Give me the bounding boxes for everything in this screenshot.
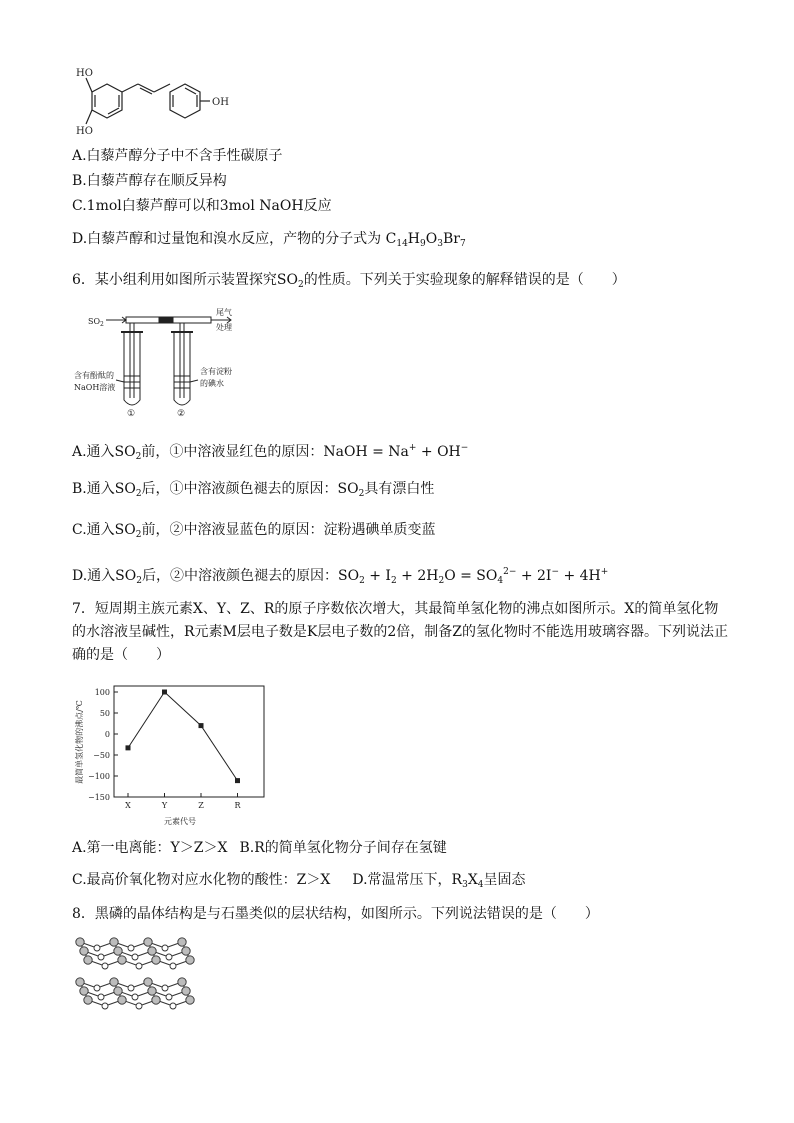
- q6-option-a: A.通入$SO_2$前，①中溶液显红色的原因：NaOH = Na+ + OH−: [72, 443, 469, 462]
- q6-option-d: D.通入$SO_2$后，②中溶液颜色褪去的原因：$SO_2 + I_2 + 2H_2O = SO_4^{2-} + 2I^- + 4H^+$: [72, 567, 609, 586]
- y-tick-label: −100: [88, 772, 110, 781]
- chart-x-axis-label: 元素代号: [164, 817, 196, 826]
- phosphorus-atom: [182, 947, 190, 955]
- phosphorus-atom: [144, 938, 152, 946]
- so2-apparatus-figure: [74, 306, 246, 419]
- phosphorus-atom: [136, 1003, 142, 1009]
- x-tick-label: Y: [161, 801, 168, 810]
- phosphorus-atom: [186, 956, 194, 964]
- phosphorus-atom: [182, 987, 190, 995]
- q7-option-b: B.R的简单氢化物分子间存在氢键: [239, 840, 447, 856]
- phosphorus-atom: [98, 994, 104, 1000]
- phosphorus-atom: [132, 994, 138, 1000]
- y-tick-label: −50: [93, 751, 110, 760]
- phosphorus-atom: [162, 985, 168, 991]
- q5-option-b: B.白藜芦醇存在顺反异构: [72, 173, 227, 189]
- x-tick-label: R: [234, 801, 241, 810]
- phosphorus-atom: [136, 963, 142, 969]
- left-solution-label-2: NaOH溶液: [74, 383, 116, 392]
- phosphorus-atom: [170, 963, 176, 969]
- q7-option-c: C.最高价氧化物对应水化物的酸性：Z＞X: [72, 872, 331, 888]
- y-tick-label: 100: [94, 688, 110, 697]
- x-tick-label: Z: [198, 801, 204, 810]
- q6-option-c: C.通入$SO_2$前，②中溶液显蓝色的原因：淀粉遇碘单质变蓝: [72, 522, 436, 540]
- q5-option-a: A.白藜芦醇分子中不含手性碳原子: [72, 148, 283, 164]
- left-solution-label-1: 含有酚酞的: [74, 371, 114, 380]
- series-line: [128, 692, 238, 781]
- phosphorus-atom: [186, 996, 194, 1004]
- phosphorus-atom: [118, 996, 126, 1004]
- q8-stem: 8．黑磷的晶体结构是与石墨类似的层状结构，如图所示。下列说法错误的是（ ）: [72, 906, 599, 922]
- phosphorus-atom: [80, 987, 88, 995]
- phosphorus-atom: [162, 945, 168, 951]
- q7-options-row-1: [72, 838, 447, 858]
- chart-frame: [114, 686, 264, 797]
- ho-label-top: HO: [76, 68, 93, 79]
- data-point: [199, 723, 204, 728]
- resveratrol-structure-figure: [72, 62, 242, 142]
- ho-label-bottom: HO: [76, 126, 93, 137]
- phosphorus-atom: [84, 956, 92, 964]
- tube-2-label: ②: [177, 409, 186, 419]
- q7-option-a: A.第一电离能：Y＞Z＞X: [72, 840, 228, 856]
- phosphorus-atom: [94, 945, 100, 951]
- phosphorus-atom: [80, 947, 88, 955]
- chart-y-axis-label: 最简单氢化物的沸点/℃: [75, 700, 84, 784]
- phosphorus-atom: [110, 978, 118, 986]
- right-solution-label-1: 含有淀粉: [200, 367, 232, 376]
- data-point: [235, 778, 240, 783]
- phosphorus-atom: [76, 938, 84, 946]
- phosphorus-atom: [114, 947, 122, 955]
- q7-options-row-2: [72, 870, 526, 895]
- x-tick-label: X: [125, 801, 131, 810]
- phosphorus-atom: [178, 938, 186, 946]
- q7-option-d: D.常温常压下，$R_3X_4$呈固态: [352, 872, 526, 890]
- phosphorus-atom: [128, 985, 134, 991]
- phosphorus-atom: [152, 996, 160, 1004]
- q6-stem: 6．某小组利用如图所示装置探究$SO_2$的性质。下列关于实验现象的解释错误的是（ ）: [72, 272, 626, 290]
- phosphorus-atom: [170, 1003, 176, 1009]
- phosphorus-atom: [110, 938, 118, 946]
- phosphorus-atom: [102, 963, 108, 969]
- right-solution-label-2: 的碘水: [200, 379, 224, 388]
- q6-option-b: B.通入$SO_2$后，①中溶液颜色褪去的原因：$SO_2$具有漂白性: [72, 481, 435, 499]
- phosphorus-atom: [166, 954, 172, 960]
- oh-label-right: OH: [212, 97, 229, 108]
- phosphorus-atom: [76, 978, 84, 986]
- phosphorus-atom: [84, 996, 92, 1004]
- phosphorus-atom: [132, 954, 138, 960]
- q5-option-d: D.白藜芦醇和过量饱和溴水反应，产物的分子式为 $C_{14}H_9O_3Br_7$: [72, 231, 466, 249]
- boiling-point-chart: [72, 682, 272, 828]
- phosphorus-atom: [148, 947, 156, 955]
- phosphorus-atom: [152, 956, 160, 964]
- data-point: [126, 745, 131, 750]
- tube-1-label: ①: [127, 409, 136, 419]
- phosphorus-atom: [102, 1003, 108, 1009]
- phosphorus-atom: [114, 987, 122, 995]
- data-point: [162, 690, 167, 695]
- phosphorus-atom: [144, 978, 152, 986]
- y-tick-label: −150: [88, 793, 110, 802]
- so2-inlet-label: $SO_2$: [88, 317, 104, 328]
- phosphorus-atom: [128, 945, 134, 951]
- phosphorus-atom: [148, 987, 156, 995]
- tail-gas-label-2: 处理: [216, 323, 232, 332]
- phosphorus-atom: [94, 985, 100, 991]
- phosphorus-atom: [98, 954, 104, 960]
- q7-stem-line-2: 的水溶液呈碱性，R元素M层电子数是K层电子数的2倍，制备Z的氢化物时不能选用玻璃容器。下列说法正: [72, 624, 728, 640]
- black-phosphorus-structure-figure: [74, 936, 196, 1022]
- phosphorus-atom: [118, 956, 126, 964]
- q7-stem-line-1: 7．短周期主族元素X、Y、Z、R的原子序数依次增大，其最简单氢化物的沸点如图所示。X的简单氢化物: [72, 601, 719, 617]
- tail-gas-label-1: 尾气: [216, 308, 232, 317]
- y-tick-label: 0: [104, 730, 110, 739]
- y-tick-label: 50: [99, 709, 110, 718]
- q7-stem-line-3: 确的是（ ）: [72, 647, 170, 663]
- q5-option-c: C.1mol白藜芦醇可以和3mol NaOH反应: [72, 198, 332, 214]
- phosphorus-atom: [166, 994, 172, 1000]
- phosphorus-atom: [178, 978, 186, 986]
